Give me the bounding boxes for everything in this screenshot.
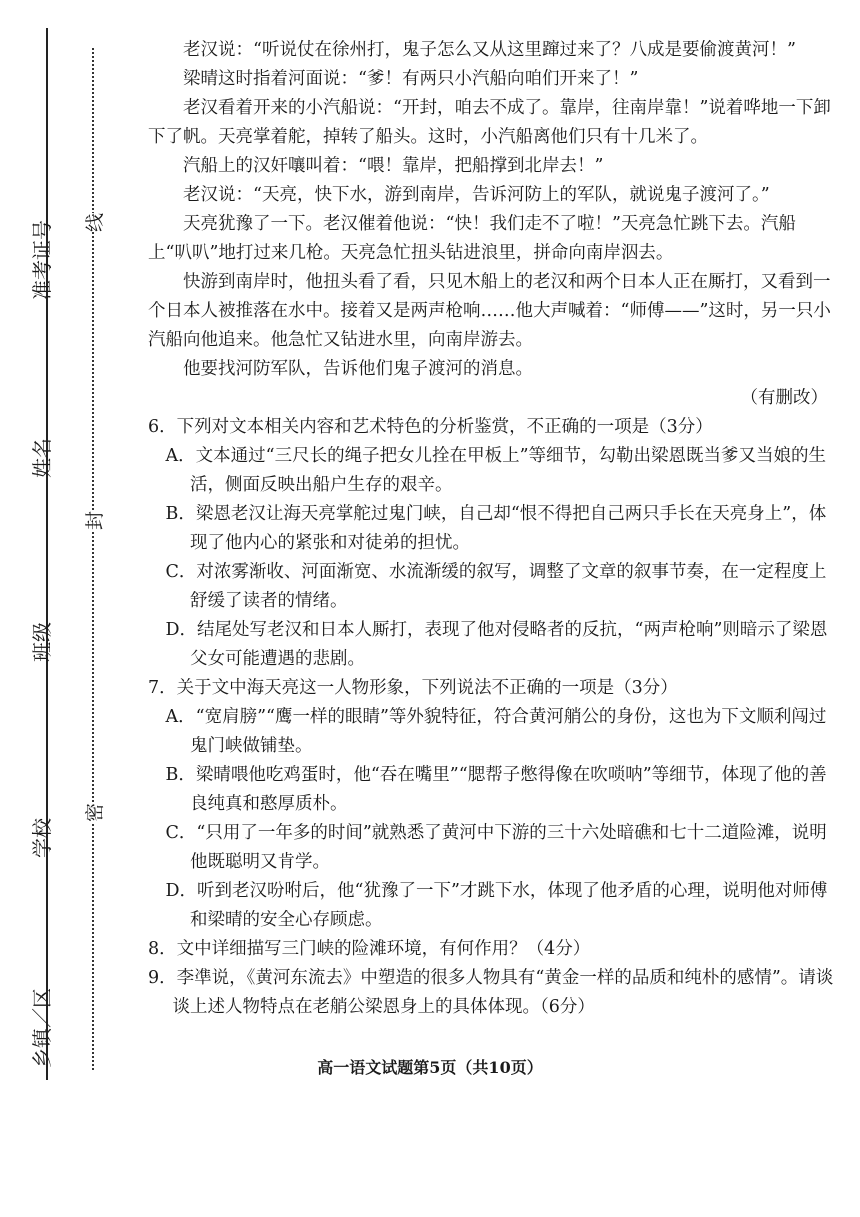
label-township: 乡镇／区 [30, 988, 54, 1068]
question-stem: 8．文中详细描写三门峡的险滩环境，有何作用？（4分） [148, 939, 591, 959]
question-stem: 9．李凖说，《黄河东流去》中塑造的很多人物具有“黄金一样的品质和纯朴的感情”。请谈谈上述人物特点在老艄公梁恩身上的具体体现。（6分） [148, 968, 834, 1017]
seal-char-secret: 密 [76, 803, 111, 822]
seal-char-line: 线 [76, 213, 111, 232]
source-note: （有删改） [740, 388, 828, 408]
passage-paragraph: 汽船上的汉奸嚷叫着：“喂！靠岸，把船撑到北岸去！” [183, 156, 604, 176]
page-content [148, 36, 838, 1022]
seal-char-seal: 封 [76, 511, 111, 530]
option-d: D．听到老汉吩咐后，他“犹豫了一下”才跳下水，体现了他矛盾的心理，说明他对师傅和梁晴的安全心存顾虑。 [165, 881, 828, 930]
question-6 [148, 413, 838, 674]
question-9 [148, 964, 838, 1022]
option-a: A．“宽肩膀”“鹰一样的眼睛”等外貌特征，符合黄河艄公的身份，这也为下文顺利闯过鬼门峡做铺垫。 [165, 707, 827, 756]
label-exam-number: 准考证号 [30, 220, 54, 300]
question-8 [148, 935, 838, 964]
option-c: C．“只用了一年多的时间”就熟悉了黄河中下游的三十六处暗礁和七十二道险滩，说明他既聪明又肯学。 [165, 823, 827, 872]
binding-margin [0, 0, 110, 1100]
page-footer: 高一语文试题第5页（共10页） [317, 1058, 543, 1077]
passage-paragraph: 快游到南岸时，他扭头看了看，只见木船上的老汉和两个日本人正在厮打，又看到一个日本人被推落在水中。接着又是两声枪响……他大声喊着：“师傅——”这时，另一只小汽船向他追来。他急忙又钻进水里，向南岸游去。 [148, 272, 831, 350]
option-c: C．对浓雾渐收、河面渐宽、水流渐缓的叙写，调整了文章的叙事节奏，在一定程度上舒缓了读者的情绪。 [165, 562, 827, 611]
passage-paragraph: 他要找河防军队，告诉他们鬼子渡河的消息。 [183, 359, 533, 379]
option-b: B．梁晴喂他吃鸡蛋时，他“吞在嘴里”“腮帮子憋得像在吹唢呐”等细节，体现了他的善良纯真和憨厚质朴。 [165, 765, 827, 814]
question-7 [148, 674, 838, 935]
option-b: B．梁恩老汉让海天亮掌舵过鬼门峡，自己却“恨不得把自己两只手长在天亮身上”，体现了他内心的紧张和对徒弟的担忧。 [165, 504, 827, 553]
passage-paragraph: 天亮犹豫了一下。老汉催着他说：“快！我们走不了啦！”天亮急忙跳下去。汽船上“叭叭”地打过来几枪。天亮急忙扭头钻进浪里，拼命向南岸泅去。 [148, 214, 796, 263]
binding-line [46, 28, 48, 1080]
question-stem: 7．关于文中海天亮这一人物形象，下列说法不正确的一项是（3分） [148, 678, 678, 698]
option-d: D．结尾处写老汉和日本人厮打，表现了他对侵略者的反抗，“两声枪响”则暗示了梁恩父女可能遭遇的悲剧。 [165, 620, 828, 669]
seal-dotted-line [92, 48, 94, 1070]
passage-paragraph: 老汉看着开来的小汽船说：“开封，咱去不成了。靠岸，往南岸靠！”说着哗地一下卸下了帆。天亮掌着舵，掉转了船头。这时，小汽船离他们只有十几米了。 [148, 98, 831, 147]
passage-paragraph: 老汉说：“听说仗在徐州打，鬼子怎么又从这里蹿过来了？八成是要偷渡黄河！” [183, 40, 796, 60]
label-name: 姓名 [30, 438, 54, 478]
passage-paragraph: 梁晴这时指着河面说：“爹！有两只小汽船向咱们开来了！” [183, 69, 639, 89]
passage-paragraph: 老汉说：“天亮，快下水，游到南岸，告诉河防上的军队，就说鬼子渡河了。” [183, 185, 770, 205]
label-class: 班级 [30, 622, 54, 662]
label-school: 学校 [30, 818, 54, 858]
question-stem: 6．下列对文本相关内容和艺术特色的分析鉴赏，不正确的一项是（3分） [148, 417, 713, 437]
option-a: A．文本通过“三尺长的绳子把女儿拴在甲板上”等细节，勾勒出梁恩既当爹又当娘的生活，侧面反映出船户生存的艰辛。 [165, 446, 827, 495]
